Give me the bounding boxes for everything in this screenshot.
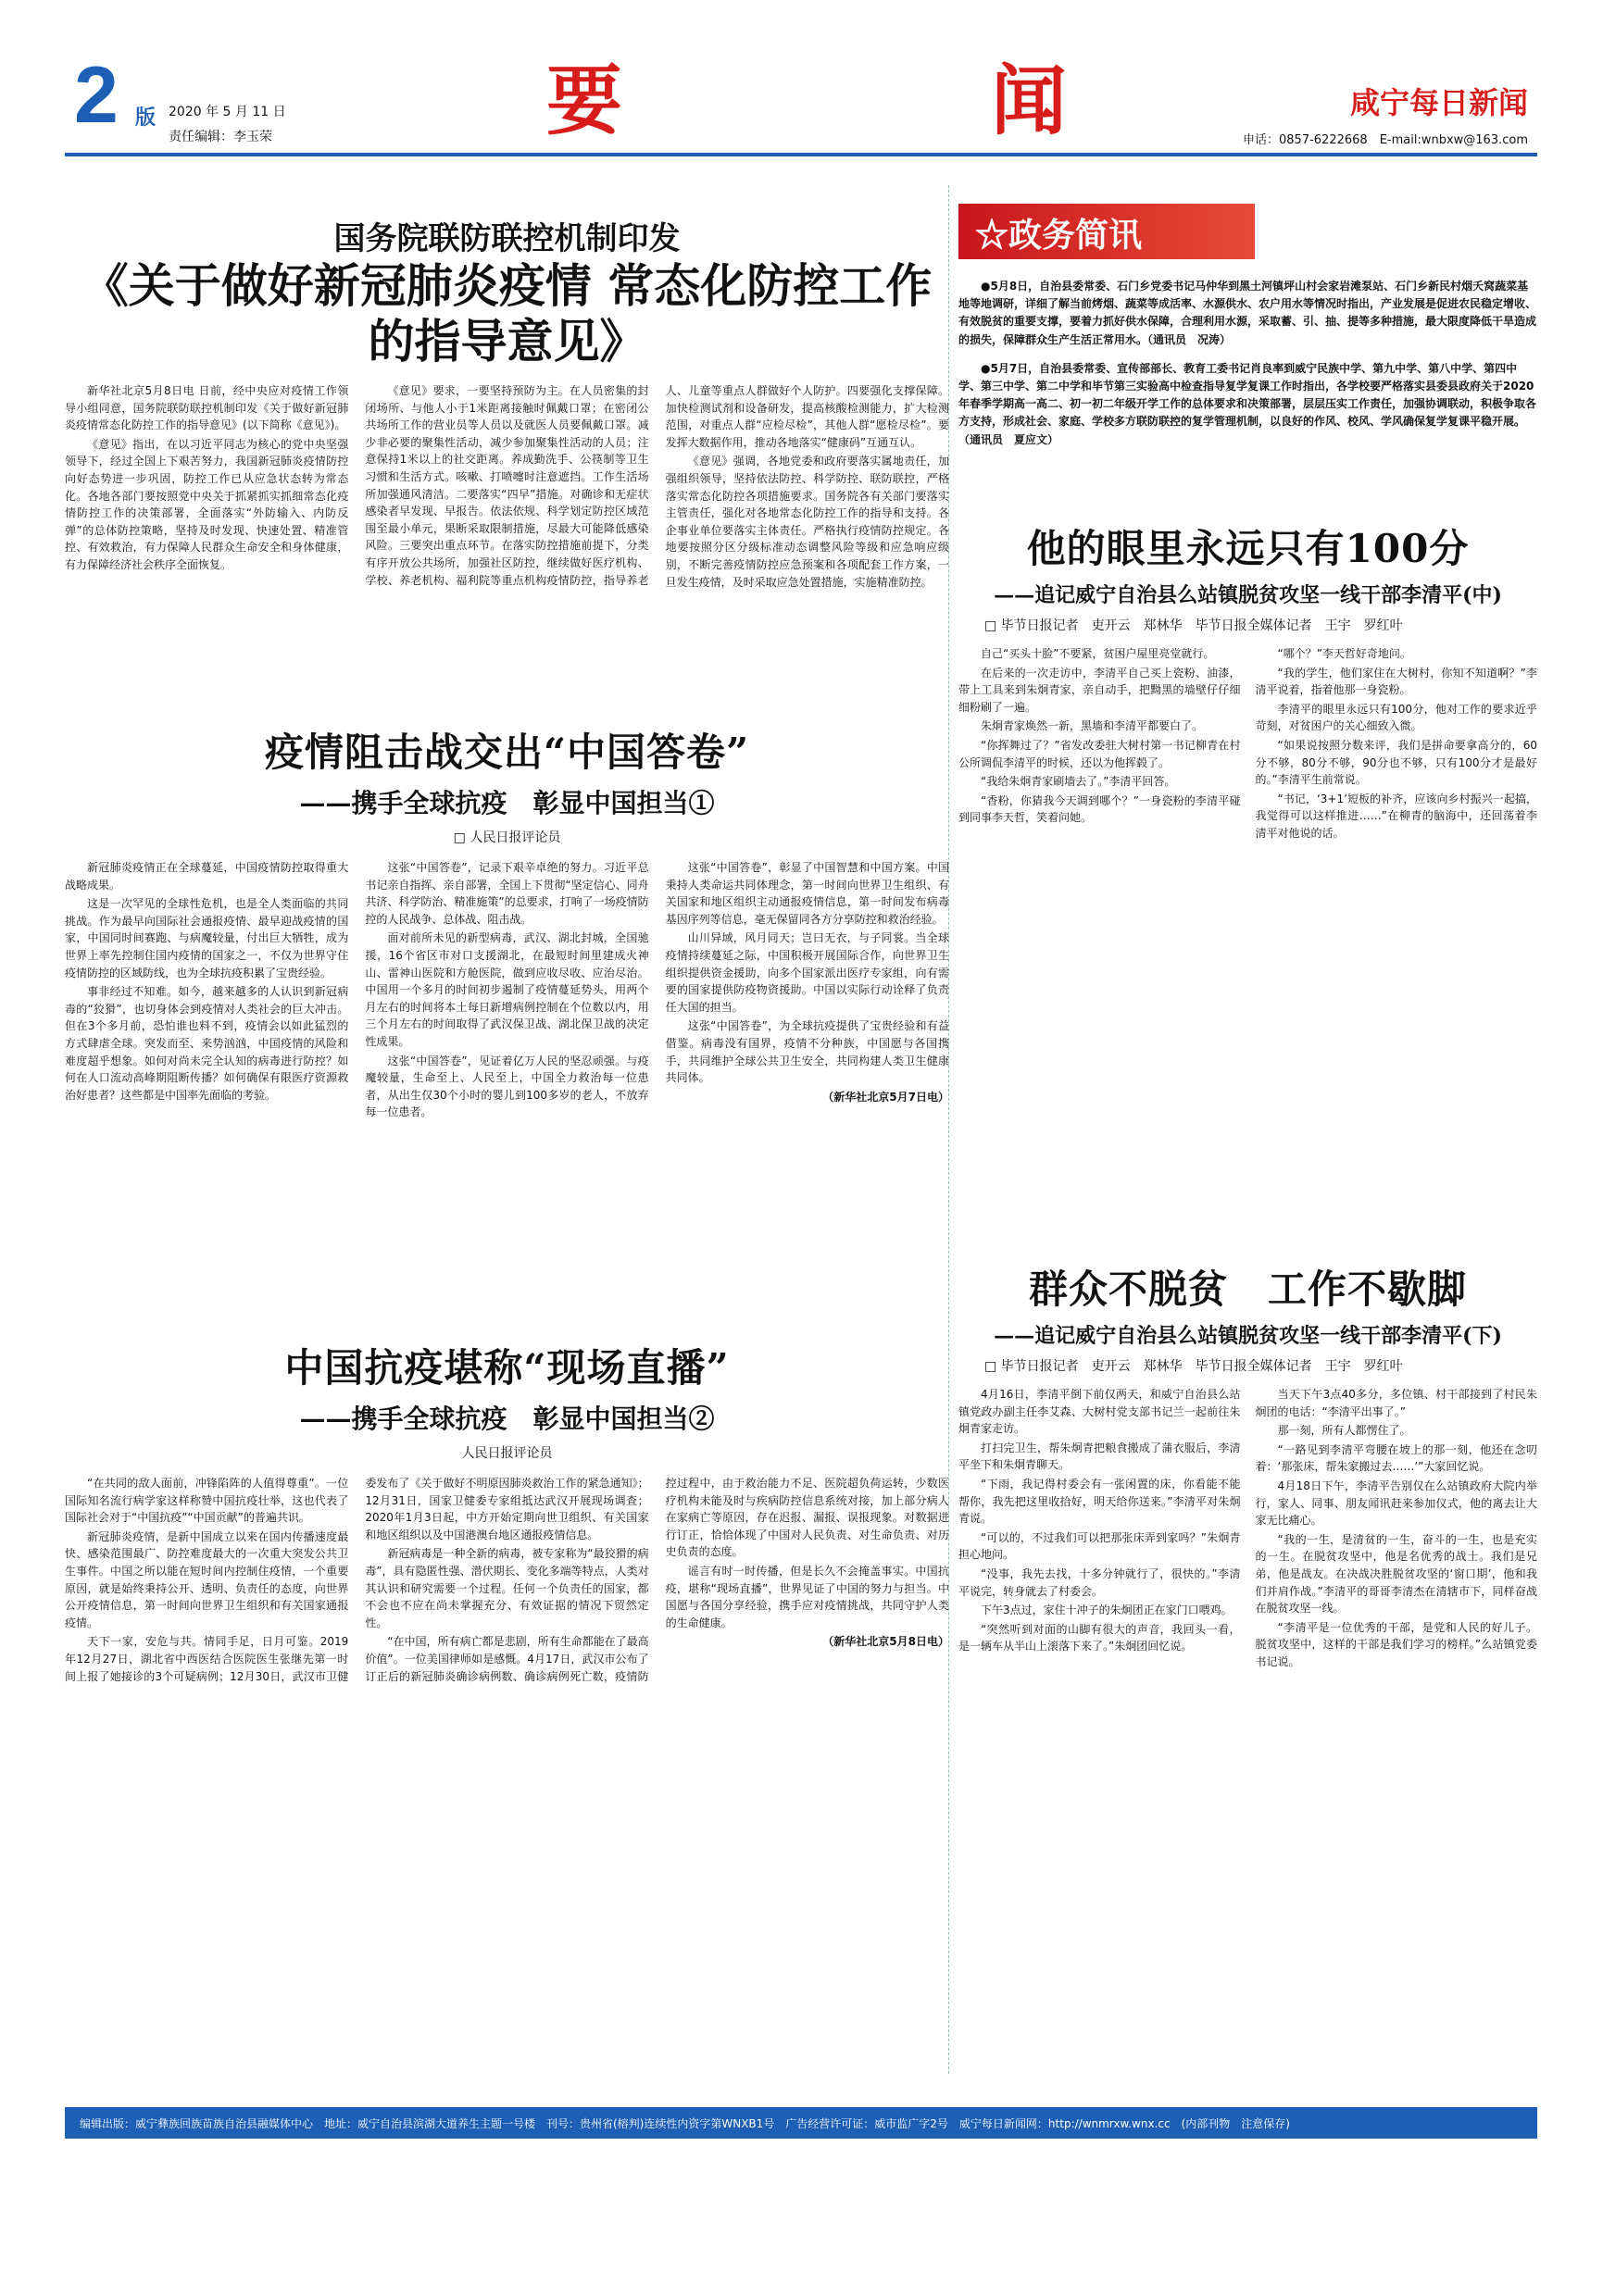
paragraph: 《意见》要求，一要坚持预防为主。在人员密集的封闭场所、与他人小于1米距离接触时佩戴口罩；在密闭公共场所工作的营业员等人员以及就医人员要佩戴口罩。减少非必要的聚集性活动，减少参加聚集性活动的人员；注意保持1米以上的社交距离。养成勤洗手、公筷制等卫生习惯和生活方式。咳嗽、打喷嚏时注意遮挡。工作生活场所加强通风清洁。二要落实“四早”措施。对确诊和无症状感染者早发现、早报告。依法依规、科学划定防控区域范围至最小单元，果断采取限制措施，尽最大可能降低感染风险。三要突出重点环节。在落实防控措施前提下，分类有序开放公共场所，加强社区防控，继续做好医疗机构、学校、养老机构、福利院等重点机构疫情防控，指导养老人、儿童等重点人群做好个人防护。四要强化支撑保障。加快检测试剂和设备研发，提高核酸检测能力，扩大检测范围，对重点人群“应检尽检”，其他人群“愿检尽检”。要发挥大数据作用，推动各地落实“健康码”互通互认。 xyxy=(365,384,949,587)
article-body xyxy=(65,1475,949,1685)
paragraph: 4月16日，李清平倒下前仅两天，和威宁自治县么站镇党政办副主任李艾森、大树村党支部书记兰一起前往朱炯青家走访。 xyxy=(958,1388,1241,1436)
paragraph: 这张“中国答卷”，彰显了中国智慧和中国方案。中国秉持人类命运共同体理念，第一时间向世界卫生组织、有关国家和地区组织主动通报疫情信息，第一时间发布病毒基因序列等信息，毫无保留同各方分享防控和救治经验。 xyxy=(665,861,949,926)
paragraph: “我给朱炯青家刷墙去了。”李清平回答。 xyxy=(981,775,1176,789)
paragraph: “如果说按照分数来评，我们是拼命要拿高分的，60分不够，80分不够，90分也不够，只有100分才是最好的。”李清平生前常说。 xyxy=(1255,738,1537,787)
paragraph: 这是一次罕见的全球性危机，也是全人类面临的共同挑战。作为最早向国际社会通报疫情、最早迎战疫情的国家，中国同时间赛跑、与病魔较量，付出巨大牺牲，成为世界上率先控制住国内疫情的国家之一，不仅为世界守住疫情防控的区域防线，也为全球抗疫积累了宝贵经验。 xyxy=(65,897,349,980)
article-china-answer xyxy=(65,722,949,1324)
page-unit: 版 xyxy=(135,106,157,130)
section-title-char-1: 要 xyxy=(546,56,623,145)
paragraph: “一路见到李清平弯腰在坡上的那一刻，他还在念叨着：‘那张床，帮朱家搬过去……’”大家回忆说。 xyxy=(1255,1442,1537,1474)
brief-item: ●5月7日，自治县委常委、宣传部部长、教育工委书记肖良率到威宁民族中学、第九中学、第八中学、第四中学、第三中学、第二中学和毕节第三实验高中检查指导复学复课工作时指出，各学校要严格落实县委县政府关于2020年春季学期高一高二、初一初二年级开学工作的总体要求和决策部署，层层压实工作责任，加强协调联动，积极争取各方支持，形成社会、家庭、学校多方联防联控的复学管理机制，以良好的作风、校风、学风确保复学复课平稳开展。（通讯员 夏应文） xyxy=(958,361,1537,446)
article-headline: 中国抗疫堪称“现场直播” xyxy=(284,1345,730,1391)
paragraph: “哪个？”李天哲好奇地问。 xyxy=(1277,647,1411,660)
contact-info: 申话：0857-6222668 E-mail:wnbxw@163.com xyxy=(1243,133,1528,147)
paragraph: “李清平是一位优秀的干部，是党和人民的好儿子。脱贫攻坚中，这样的干部是我们学习的榜样。”么站镇党委书记说。 xyxy=(1255,1620,1537,1668)
paragraph: 打扫完卫生，帮朱炯青把粮食搬成了蒲衣服后，李清平坐下和朱炯青聊天。 xyxy=(958,1441,1241,1472)
left-column xyxy=(65,185,949,2074)
article-li-qingping-end xyxy=(958,1259,1537,2074)
paragraph: “下雨，我记得村委会有一张闲置的床，你看能不能帮你，我先把这里收拾好，明天给你送来。”李清平对朱炯青说。 xyxy=(958,1477,1241,1526)
paragraph: 事非经过不知难。如今，越来越多的人认识到新冠病毒的“狡猾”，也切身体会到疫情对人类社会的巨大冲击。但在3个多月前，恐怕谁也料不到，疫情会以如此猛烈的方式肆虐全球。突发而至、来势汹汹，中国疫情的风险和难度超乎想象。如何对尚未完全认知的病毒进行防控？如何在人口流动高峰期阻断传播？如何确保有限医疗资源救治好患者？这些都是中国率先面临的考验。 xyxy=(65,985,349,1102)
paragraph: 新冠病毒是一种全新的病毒，被专家称为“最狡猾的病毒”，具有隐匿性强、潜伏期长、变化多端等特点，人类对其认识和研究需要一个过程。任何一个负责任的国家，都不会也不应在尚未掌握充分、有效证据的情况下贸然定性。 xyxy=(365,1547,649,1629)
article-subhead: ——携手全球抗疫 彰显中国担当① xyxy=(299,788,715,818)
paragraph: 《意见》指出，在以习近平同志为核心的党中央坚强领导下，经过全国上下艰苦努力，我国新冠肺炎疫情防控向好态势进一步巩固，防控工作已从应急状态转为常态化。各地各部门要按照党中央关于抓紧抓实抓细常态化疫情防控工作的决策部署，全面落实“外防输入、内防反弹”的总体防控策略，坚持及时发现、快速处置、精准管控、有效救治，有力保障人民群众生命安全和身体健康，有力保障经济社会秩序全面恢复。 xyxy=(65,437,349,571)
article-headline: 群众不脱贫 工作不歇脚 xyxy=(1028,1267,1467,1312)
article-subhead: ——追记威宁自治县么站镇脱贫攻坚一线干部李清平(中) xyxy=(994,583,1502,607)
paragraph: “突然听到对面的山脚有很大的声音，我回头一看，是一辆车从半山上滚落下来了。”朱炯团回忆说。 xyxy=(958,1622,1241,1653)
article-byline: □ 人民日报评论员 xyxy=(453,830,561,845)
paragraph: “我的一生，是清贫的一生，奋斗的一生，也是充实的一生。在脱贫攻坚中，他是名优秀的战士。我们是兄弟，他是战友。在决战决胜脱贫攻坚的‘窗口期’，他和我们并肩作战。”李清平的哥哥李清杰在清辖市下，同样奋战在脱贫攻坚一线。 xyxy=(1255,1532,1537,1616)
right-column xyxy=(958,185,1537,2074)
government-briefs xyxy=(958,278,1537,460)
paragraph: “书记，‘3+1’短板的补齐，应该向乡村振兴一起搞，我觉得可以这样推进……”在柳青的脑海中，还回荡着李清平对他说的话。 xyxy=(1255,792,1537,840)
masthead xyxy=(65,51,1537,148)
article-guideline xyxy=(65,213,949,704)
brief-item: ●5月8日，自治县委常委、石门乡党委书记马仲华到黑土河镇坪山村会家岩滩泵站、石门乡新民村烟夭窝蔬菜基地等地调研，详细了解当前烤烟、蔬菜等成活率、水源供水、农户用水等情况时指出，产业发展是促进农民稳定增收、有效脱贫的重要支撑，要着力抓好供水保障，合理利用水源，采取蓄、引、抽、提等多种措施，最大限度降低干旱造成的损失，保障群众生产生活正常用水。（通讯员 况涛） xyxy=(958,280,1537,346)
paragraph: 新华社北京5月8日电 日前，经中央应对疫情工作领导小组同意，国务院联防联控机制印发《关于做好新冠肺炎疫情常态化防控工作的指导意见》(以下简称《意见》)。 xyxy=(65,384,349,432)
paragraph: 下午3点过，家住十冲子的朱炯团正在家门口喂鸡。 xyxy=(981,1603,1233,1617)
paragraph: “在中国，所有病亡都是悲剧，所有生命都能在了最高价值”。一位美国律师如是感慨。4月17日，武汉市公布了订正后的新冠肺炎确诊病例数、确诊病例死亡数，疫情防控过程中，由于救治能力不足、医院超负荷运转，少数医疗机构未能及时与疾病防控信息系统对接，加上部分病人在家病亡等原因，存在迟报、漏报、误报现象。对数据进行订正，恰恰体现了中国对人民负责、对生命负责、对历史负责的态度。 xyxy=(365,1477,949,1683)
paragraph: 面对前所未见的新型病毒，武汉、湖北封城，全国驰援，16个省区市对口支援湖北，在最短时间里建成火神山、雷神山医院和方舱医院，做到应收尽收、应治尽治。中国用一个多月的时间初步遏制了疫情蔓延势头，用两个月左右的时间将本土每日新增病例控制在个位数以内，用三个月左右的时间取得了武汉保卫战、湖北保卫战的决定性成果。 xyxy=(365,931,649,1048)
article-li-qingping-mid xyxy=(958,518,1537,1259)
article-byline: 人民日报评论员 xyxy=(461,1446,553,1461)
paragraph: 自己“买头十脸”不要紧，贫困户屋里亮堂就行。 xyxy=(981,647,1215,660)
paragraph: 这张“中国答卷”，见证着亿万人民的坚忍顽强。与疫魔较量，生命至上、人民至上，中国全力救治每一位患者，从出生仅30个小时的婴儿到100多岁的老人，不放弃每一位患者。 xyxy=(365,1054,649,1119)
article-body xyxy=(65,382,949,591)
paragraph: 山川异域，风月同天；岂曰无衣，与子同裳。当全球疫情持续蔓延之际，中国积极开展国际合作，向世界卫生组织提供资金援助，向多个国家派出医疗专家组，向有需要的国家提供防疫物资援助。中国以实际行动诠释了负责任大国的担当。 xyxy=(665,931,949,1014)
section-title-char-2: 闻 xyxy=(991,56,1068,145)
article-subhead: ——携手全球抗疫 彰显中国担当② xyxy=(299,1404,715,1434)
issue-date: 2020 年 5 月 11 日 xyxy=(169,105,286,119)
article-byline: □ 毕节日报记者 吏开云 郑林华 毕节日报全媒体记者 王宇 罗红叶 xyxy=(984,618,1403,633)
article-subhead: ——追记威宁自治县么站镇脱贫攻坚一线干部李清平(下) xyxy=(994,1324,1502,1348)
paragraph: 《意见》强调，各地党委和政府要落实属地责任，加强组织领导，坚持依法防控、科学防控、联防联控，严格落实常态化防控各项措施要求。国务院各有关部门要落实主管责任，强化对各地常态化防控工作的指导和支持。各企事业单位要落实主体责任。严格执行疫情防控规定。各地要按照分区分级标准动态调整风险等级和应急响应级别，不断完善疫情防控应急预案和各项配套工作方案，一旦发生疫情，及时采取应急处置措施，实施精准防控。 xyxy=(665,455,949,589)
paragraph: “香粉，你猜我今天调到哪个？”一身瓷粉的李清平碰到同事李天哲，笑着问她。 xyxy=(958,793,1241,825)
article-body xyxy=(958,645,1537,842)
masthead-rule xyxy=(65,153,1537,156)
paragraph: 4月18日下午，李清平告别仅在么站镇政府大院内举行，家人、同事、朋友闻讯赶来参加仪式，他的离去让大家无比痛心。 xyxy=(1255,1479,1537,1528)
footer-bar: 编辑出版：威宁彝族回族苗族自治县融媒体中心 地址：威宁自治县滨湖大道养生主题一号楼 刊号：贵州省(榕判)连续性内资字第WNXB1号 广告经营许可证：威市监广字2号 威宁每日新闻网：http://wnmrxw.wnx.cc (内部刊物 注意保存) xyxy=(65,2107,1537,2139)
paragraph: 这张“中国答卷”，记录下艰辛卓绝的努力。习近平总书记亲自指挥、亲自部署，全国上下贯彻“坚定信心、同舟共济、科学防治、精准施策”的总要求，打响了一场疫情防控的人民战争、总体战、阻击战。 xyxy=(365,861,649,926)
article-body xyxy=(958,1386,1537,1671)
paragraph: 在后来的一次走访中，李清平自己买上瓷粉、油漆，带上工具来到朱炯青家，亲自动手，把黝黑的墙壁仔仔细细粉刷了一遍。 xyxy=(958,666,1241,714)
paragraph: 那一刻，所有人都愣住了。 xyxy=(1277,1424,1411,1438)
article-headline: 他的眼里永远只有100分 xyxy=(1026,526,1470,571)
article-signoff: （新华社北京5月8日电） xyxy=(822,1635,949,1649)
government-briefs-banner: ☆政务简讯 xyxy=(958,204,1255,259)
paragraph: 当天下午3点40多分，多位镇、村干部接到了村民朱炯团的电话：“李清平出事了。” xyxy=(1255,1388,1537,1418)
article-headline: 疫情阻击战交出“中国答卷” xyxy=(264,730,750,775)
article-live-broadcast xyxy=(65,1338,949,2069)
paragraph: “我的学生，他们家住在大树村，你知不知道啊？”李清平说着，指着他那一身瓷粉。 xyxy=(1255,666,1537,697)
paragraph: 朱炯青家焕然一新，黑墙和李清平都要白了。 xyxy=(981,719,1204,733)
paragraph: “没事，我先去找，十多分钟就行了，很快的。”李清平说完，转身就去了村委会。 xyxy=(958,1566,1241,1598)
paragraph: “在共同的敌人面前，冲锋陷阵的人值得尊重”。一位国际知名流行病学家这样称赞中国抗疫壮举，这也代表了国际社会对于“中国抗疫”“中国贡献”的普遍共识。 xyxy=(65,1477,349,1525)
article-kicker: 国务院联防联控机制印发 xyxy=(333,220,681,257)
paragraph: 李清平的眼里永远只有100分，他对工作的要求近乎苛刻，对贫困户的关心细致入微。 xyxy=(1255,702,1537,733)
article-byline: □ 毕节日报记者 吏开云 郑林华 毕节日报全媒体记者 王宇 罗红叶 xyxy=(984,1359,1403,1374)
paragraph: “可以的，不过我们可以把那张床弄到家吗？”朱炯青担心地问。 xyxy=(958,1530,1241,1562)
paragraph: “你挥舞过了？”省发改委驻大树村第一书记柳青在村公所调侃李清平的时候，还以为他挥毂了。 xyxy=(958,738,1241,769)
paragraph: 天下一家，安危与共。情同手足，日月可鉴。2019年12月27日，湖北省中西医结合医院医生张继先第一时间上报了她接诊的3个可疑病例；12月30日，武汉市卫健委发布了《关于做好不明原因肺炎救治工作的紧急通知》；12月31日，国家卫健委专家组抵达武汉开展现场调查；2020年1月3日起，中方开始定期向世卫组织、有关国家和地区组织以及中国港澳台地区通报疫情信息。 xyxy=(65,1477,649,1683)
editor-credit: 责任编辑：李玉荣 xyxy=(169,130,272,144)
article-headline: 《关于做好新冠肺炎疫情 常态化防控工作的指导意见》 xyxy=(81,258,933,368)
paragraph: 谣言有时一时传播，但是长久不会掩盖事实。中国抗疫，堪称“现场直播”，世界见证了中国的努力与担当。中国愿与各国分享经验，携手应对疫情挑战，共同守护人类的生命健康。 xyxy=(665,1564,949,1629)
page-number: 2 xyxy=(74,51,119,140)
newspaper-name: 咸宁每日新闻 xyxy=(1349,85,1528,120)
paragraph: 新冠肺炎疫情正在全球蔓延，中国疫情防控取得重大战略成果。 xyxy=(65,861,349,892)
article-body xyxy=(65,859,949,1121)
article-signoff: （新华社北京5月7日电） xyxy=(822,1090,949,1104)
paragraph: 新冠肺炎疫情，是新中国成立以来在国内传播速度最快、感染范围最广、防控难度最大的一次重大突发公共卫生事件。中国之所以能在短时间内控制住疫情，一个重要原因，就是始终秉持公开、透明、负责任的态度，向世界公开疫情信息，第一时间向世界卫生组织和有关国家通报疫情。 xyxy=(65,1529,349,1629)
paragraph: 这张“中国答卷”，为全球抗疫提供了宝贵经验和有益借鉴。病毒没有国界，疫情不分种族，中国愿与各国携手，共同维护全球公共卫生安全，共同构建人类卫生健康共同体。 xyxy=(665,1019,949,1085)
